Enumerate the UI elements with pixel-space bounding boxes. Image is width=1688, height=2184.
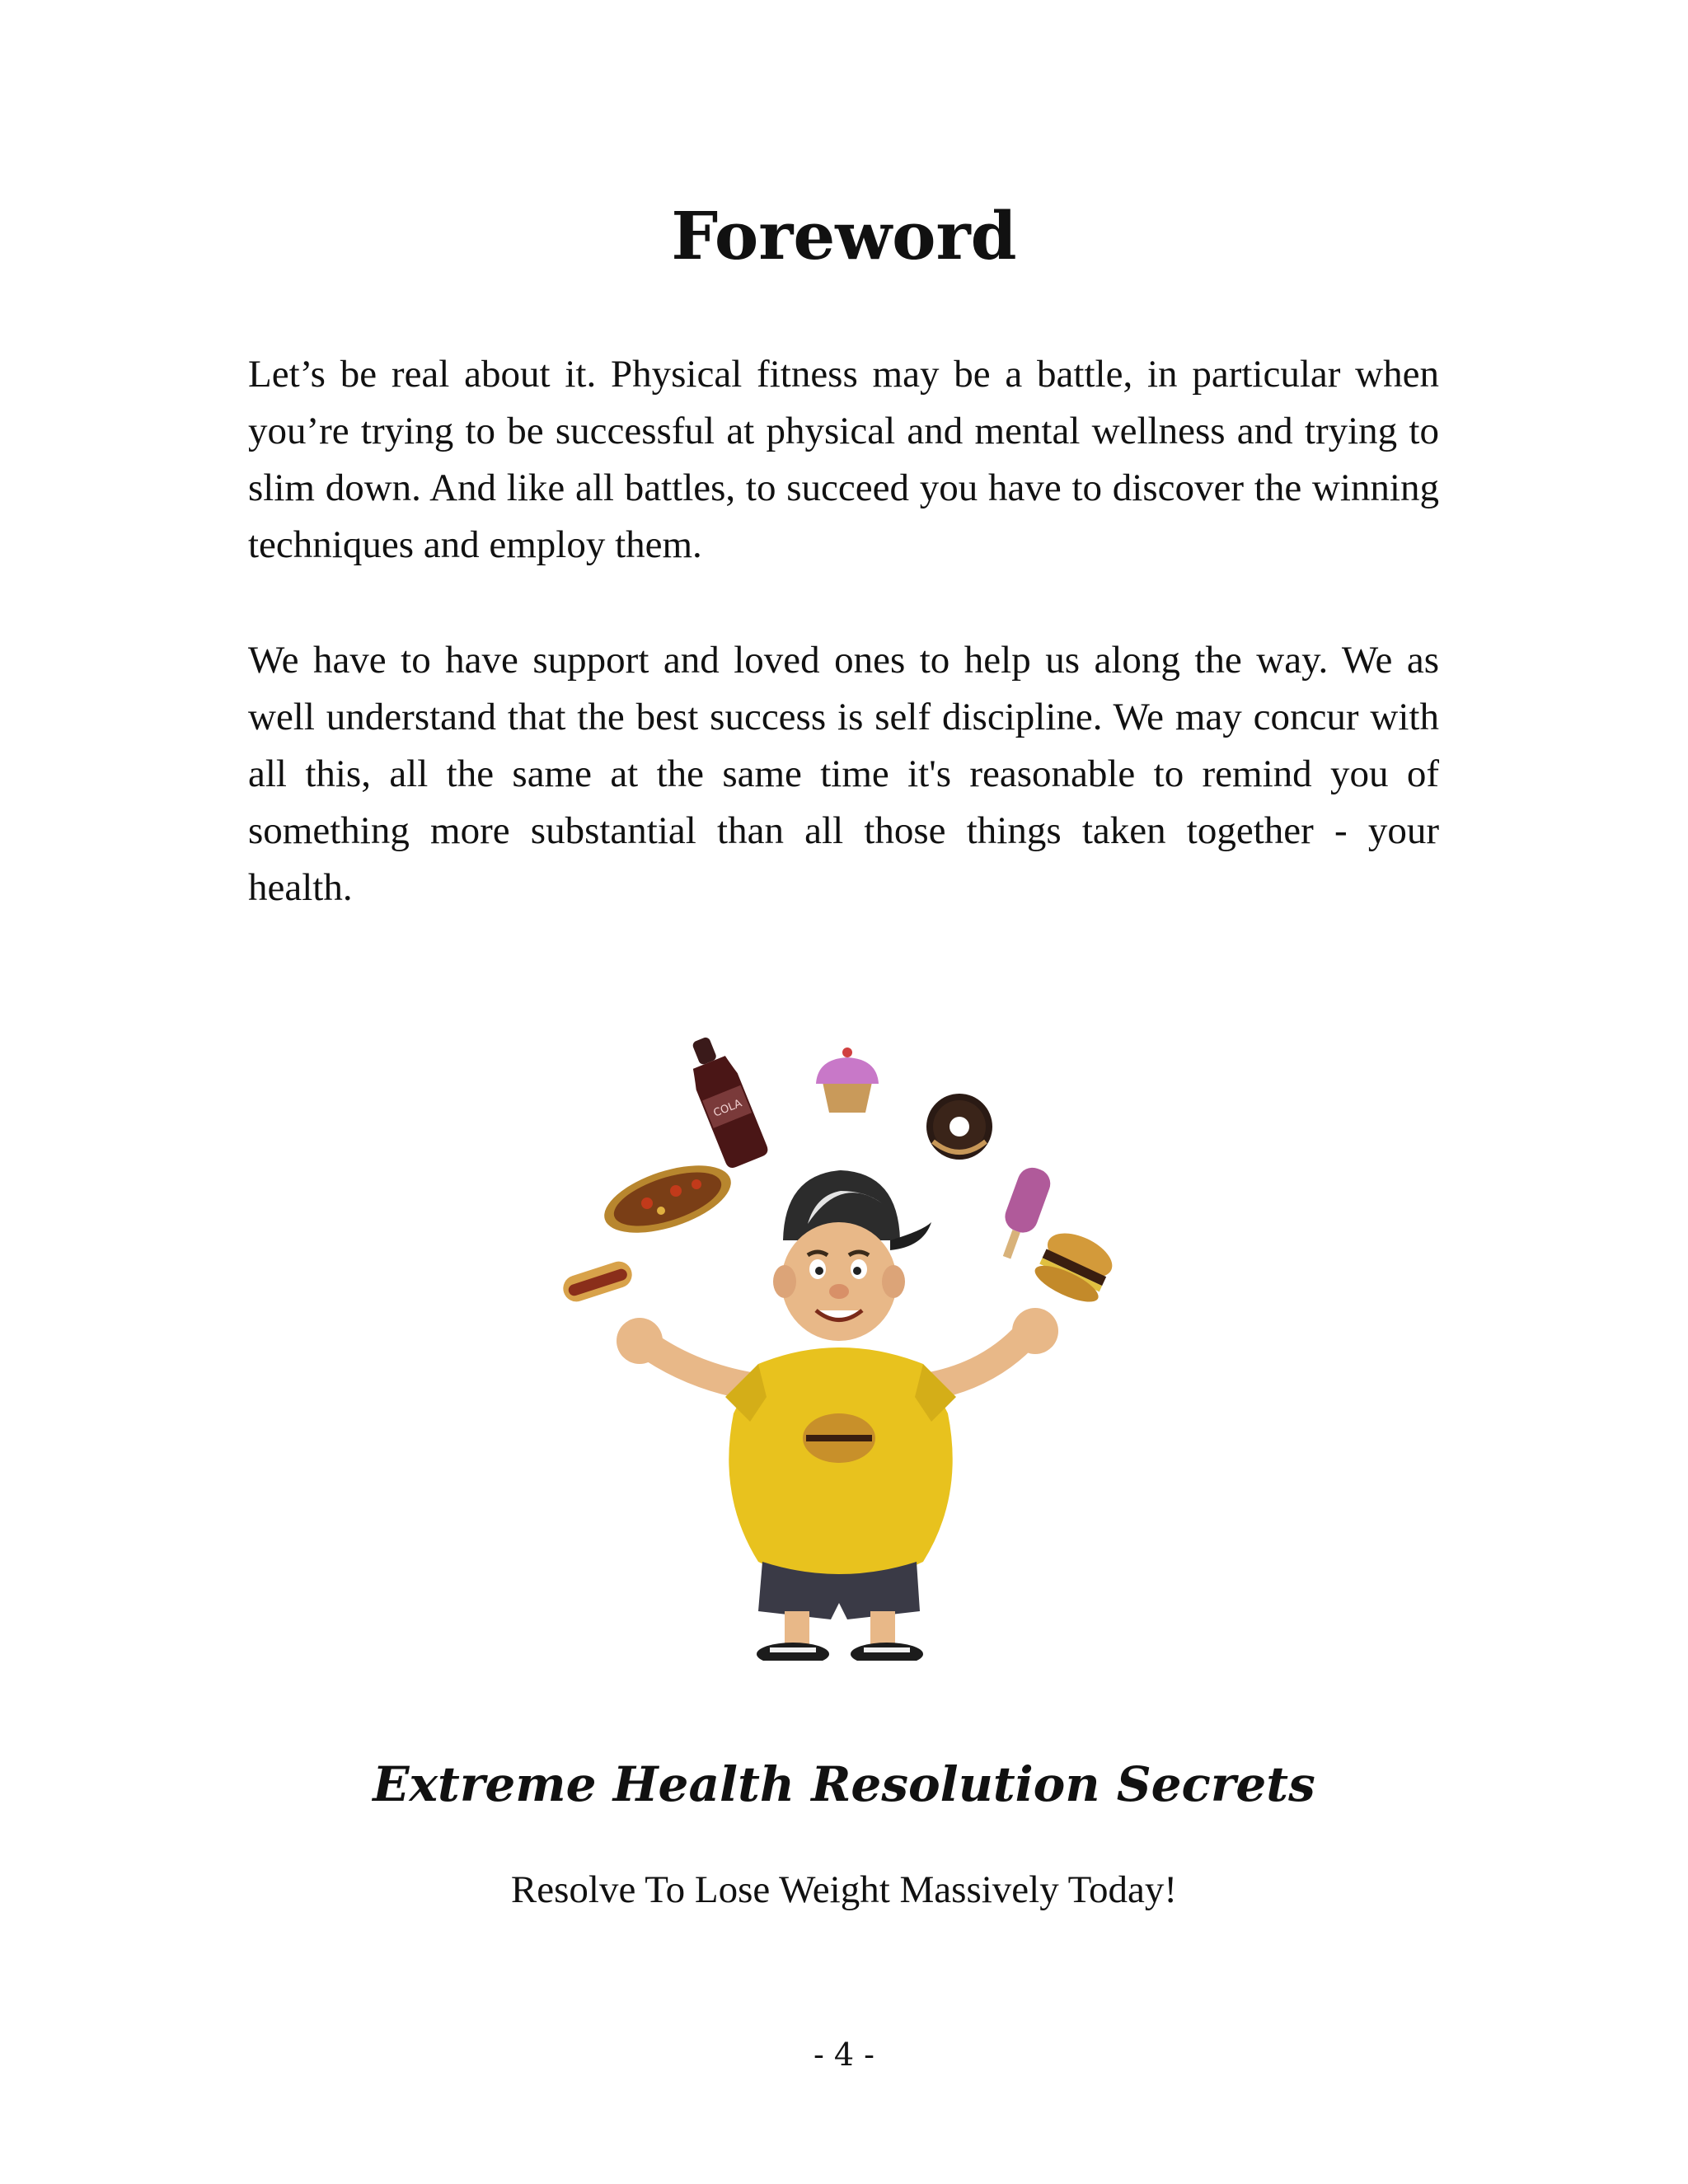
body-paragraph-1: Let’s be real about it. Physical fitness may be a battle, in particular when you’re trying to be successful at physical and mental wellness and trying to slim down. And like all battles, to succeed you have to discover the winning techniques and employ them. xyxy=(248,353,1439,566)
body-paragraph-2: We have to have support and loved ones to help us along the way. We as well understand that the best success is self discipline. We may concur with all this, all the same at the same time it's reasonable to remind you of something more substantial than all those things taken together - your health. xyxy=(248,639,1439,909)
cupcake-icon xyxy=(816,1047,879,1113)
hot-dog-icon xyxy=(560,1258,635,1305)
popsicle-icon xyxy=(992,1164,1055,1263)
soda-bottle-icon xyxy=(679,1034,770,1170)
man-figure xyxy=(617,1170,1058,1661)
juggling-junk-food-cartoon-icon xyxy=(560,1034,1129,1661)
book-title: Extreme Health Resolution Secrets xyxy=(373,1756,1315,1812)
svg-text:COLA: COLA xyxy=(711,1097,744,1120)
donut-icon xyxy=(926,1094,992,1160)
burger-icon xyxy=(1030,1225,1118,1310)
pizza-icon xyxy=(596,1152,738,1246)
page-number: - 4 - xyxy=(813,2036,874,2073)
book-subtitle: Resolve To Lose Weight Massively Today! xyxy=(510,1868,1178,1911)
page-heading: Foreword xyxy=(671,197,1017,274)
